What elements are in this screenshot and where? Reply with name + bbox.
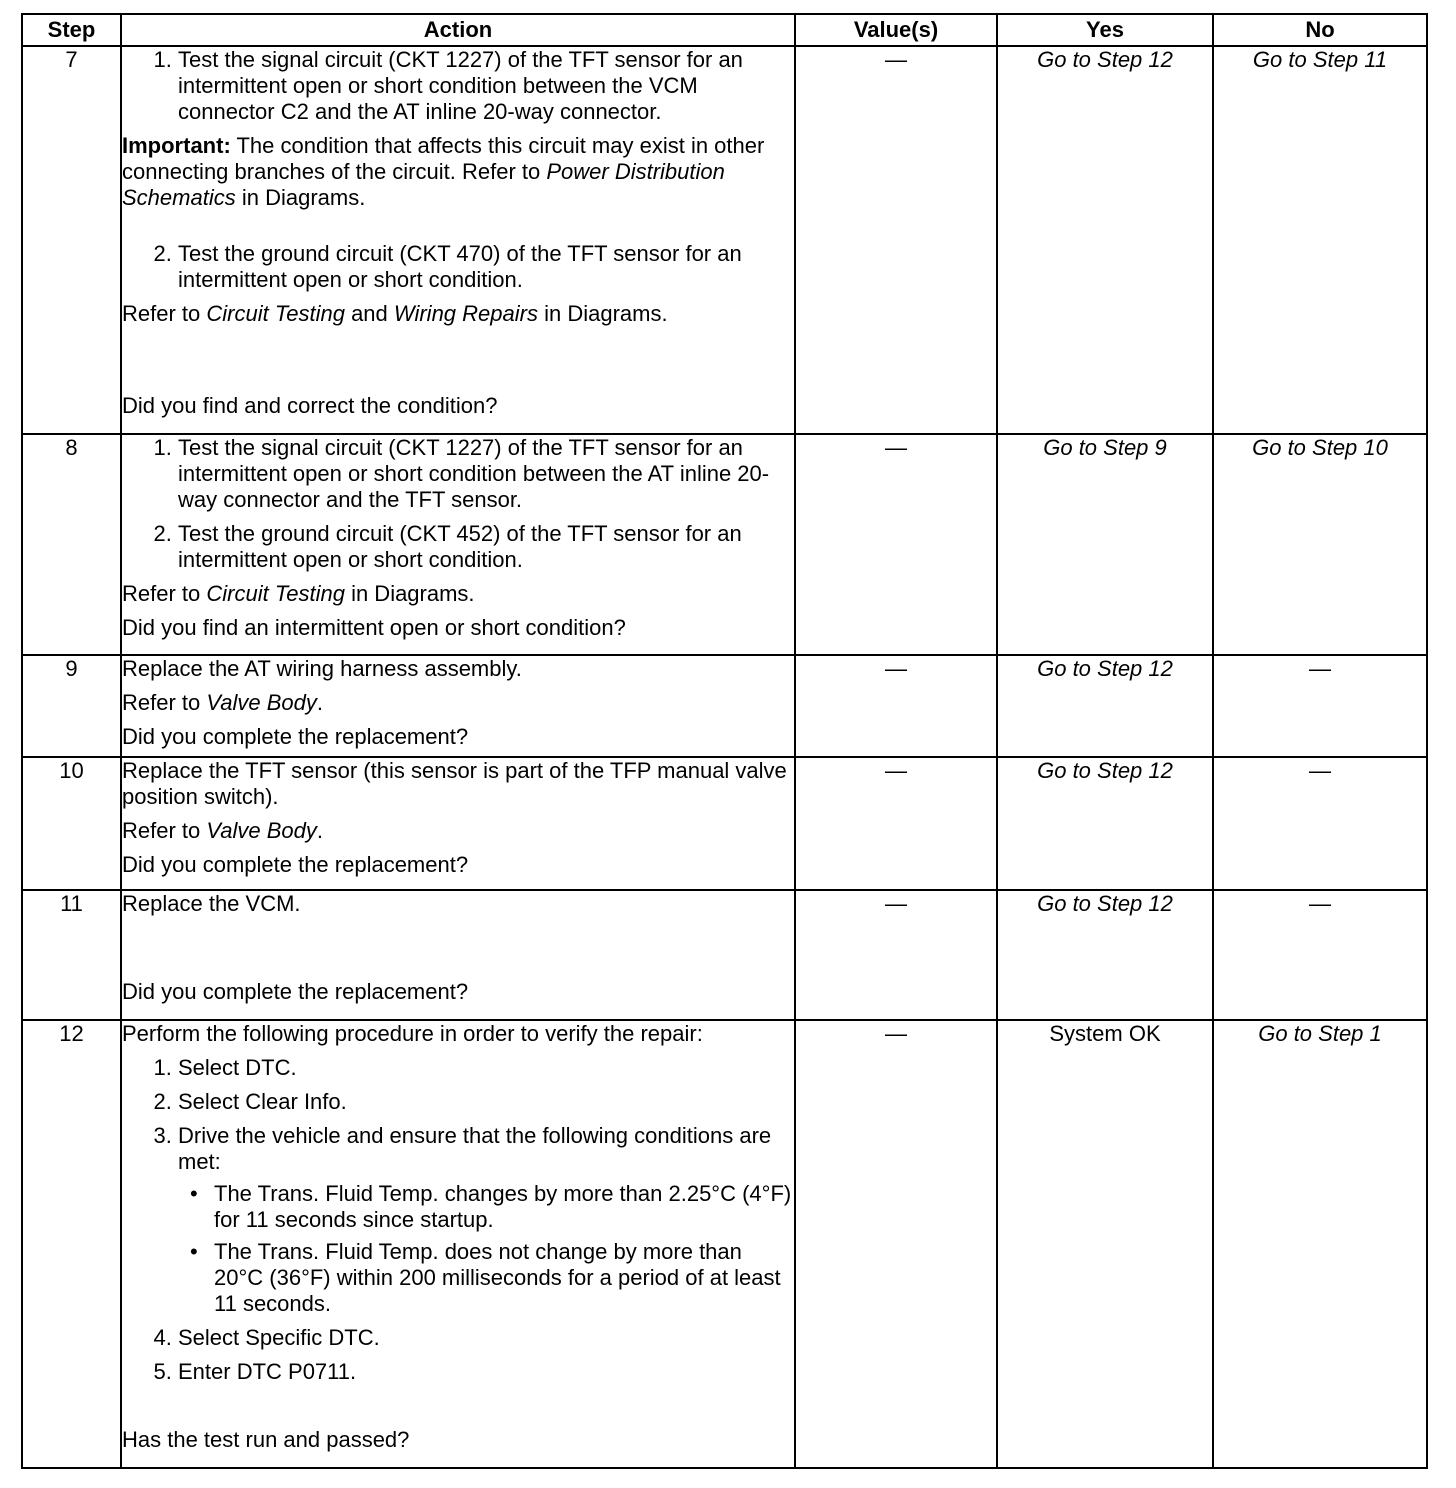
reference-in: in Diagrams. bbox=[537, 301, 668, 326]
action-steps bbox=[122, 47, 794, 125]
table-row-step-8 bbox=[22, 434, 1427, 655]
yes-cell: Go to Step 12 bbox=[997, 655, 1213, 757]
action-cell bbox=[121, 46, 795, 434]
reference-suffix: . bbox=[316, 690, 323, 715]
yes-cell: Go to Step 9 bbox=[997, 434, 1213, 655]
reference-suffix: . bbox=[316, 818, 323, 843]
diagnostic-table bbox=[21, 13, 1428, 1469]
action-step-text: Drive the vehicle and ensure that the following conditions are met: bbox=[178, 1123, 772, 1174]
important-in: in Diagrams. bbox=[235, 185, 366, 210]
action-steps bbox=[122, 1055, 794, 1385]
reference-link: Valve Body bbox=[206, 690, 317, 715]
reference-prefix: Refer to bbox=[122, 818, 207, 843]
header-values: Value(s) bbox=[795, 14, 997, 46]
header-no: No bbox=[1213, 14, 1427, 46]
action-cell bbox=[121, 655, 795, 757]
important-note bbox=[122, 133, 794, 211]
reference-prefix: Refer to bbox=[122, 690, 207, 715]
value-cell: — bbox=[795, 434, 997, 655]
table-row-step-11 bbox=[22, 890, 1427, 1020]
action-step-item: 1. Test the signal circuit (CKT 1227) of the TFT sensor for an intermittent open or short condition between the AT inline 20-way connector and the TFT sensor. bbox=[178, 435, 794, 513]
reference-note bbox=[122, 690, 794, 716]
question-text: Did you find and correct the condition? bbox=[122, 393, 498, 418]
important-text: The condition that affects this circuit may exist in other connecting branches of the circuit. Refer to bbox=[122, 133, 765, 184]
reference-link: Circuit Testing bbox=[206, 581, 345, 606]
action-step-item: 1. Select DTC. bbox=[178, 1055, 794, 1081]
question-text: Did you complete the replacement? bbox=[122, 979, 469, 1004]
action-text: Replace the AT wiring harness assembly. bbox=[122, 656, 522, 681]
step-number: 7 bbox=[22, 46, 121, 434]
no-cell: Go to Step 1 bbox=[1213, 1020, 1427, 1468]
value-cell: — bbox=[795, 890, 997, 1020]
no-cell: — bbox=[1213, 890, 1427, 1020]
value-cell: — bbox=[795, 46, 997, 434]
value-cell: — bbox=[795, 1020, 997, 1468]
table-row-step-7 bbox=[22, 46, 1427, 434]
reference-link: Wiring Repairs bbox=[393, 301, 538, 326]
reference-note bbox=[122, 581, 794, 607]
reference-note bbox=[122, 301, 794, 327]
reference-prefix: Refer to bbox=[122, 581, 207, 606]
action-step-item: 1. Test the signal circuit (CKT 1227) of the TFT sensor for an intermittent open or short condition between the VCM connector C2 and the AT inline 20-way connector. bbox=[178, 47, 794, 125]
no-cell: — bbox=[1213, 655, 1427, 757]
yes-cell: Go to Step 12 bbox=[997, 757, 1213, 890]
action-cell bbox=[121, 757, 795, 890]
condition-list bbox=[178, 1181, 794, 1317]
reference-link: Circuit Testing bbox=[206, 301, 345, 326]
condition-item: • The Trans. Fluid Temp. changes by more than 2.25°C (4°F) for 11 seconds since startup. bbox=[214, 1181, 794, 1233]
reference-link: Valve Body bbox=[206, 818, 317, 843]
action-text: Replace the TFT sensor (this sensor is part of the TFP manual valve position switch). bbox=[122, 758, 787, 809]
question-text: Did you complete the replacement? bbox=[122, 724, 469, 749]
reference-note bbox=[122, 818, 794, 844]
header-row bbox=[22, 14, 1427, 46]
header-step: Step bbox=[22, 14, 121, 46]
action-cell bbox=[121, 434, 795, 655]
important-label: Important: bbox=[122, 133, 231, 158]
action-cell bbox=[121, 1020, 795, 1468]
table-row-step-9 bbox=[22, 655, 1427, 757]
table-row-step-10 bbox=[22, 757, 1427, 890]
header-yes: Yes bbox=[997, 14, 1213, 46]
question-text: Did you complete the replacement? bbox=[122, 852, 469, 877]
step-number: 8 bbox=[22, 434, 121, 655]
action-step-item: 4. Select Specific DTC. bbox=[178, 1325, 794, 1351]
action-text: Replace the VCM. bbox=[122, 891, 301, 916]
value-cell: — bbox=[795, 655, 997, 757]
action-step-item: 2. Test the ground circuit (CKT 452) of the TFT sensor for an intermittent open or short condition. bbox=[178, 521, 794, 573]
yes-cell: Go to Step 12 bbox=[997, 46, 1213, 434]
action-step-item bbox=[178, 1123, 794, 1317]
question-text: Has the test run and passed? bbox=[122, 1427, 410, 1452]
header-action: Action bbox=[121, 14, 795, 46]
value-cell: — bbox=[795, 757, 997, 890]
condition-item: • The Trans. Fluid Temp. does not change by more than 20°C (36°F) within 200 milliseconds for a period of at least 11 seconds. bbox=[214, 1239, 794, 1317]
no-cell: Go to Step 10 bbox=[1213, 434, 1427, 655]
question-text: Did you find an intermittent open or short condition? bbox=[122, 615, 626, 640]
table-row-step-12 bbox=[22, 1020, 1427, 1468]
reference-link: Power Distribution Schematics bbox=[122, 159, 725, 210]
step-number: 10 bbox=[22, 757, 121, 890]
action-steps bbox=[122, 241, 794, 293]
action-step-item: 2. Select Clear Info. bbox=[178, 1089, 794, 1115]
step-number: 9 bbox=[22, 655, 121, 757]
no-cell: — bbox=[1213, 757, 1427, 890]
action-steps bbox=[122, 435, 794, 573]
action-intro: Perform the following procedure in order to verify the repair: bbox=[122, 1021, 703, 1046]
reference-prefix: Refer to bbox=[122, 301, 207, 326]
action-step-item: 5. Enter DTC P0711. bbox=[178, 1359, 794, 1385]
reference-and: and bbox=[344, 301, 394, 326]
action-step-item: 2. Test the ground circuit (CKT 470) of the TFT sensor for an intermittent open or short condition. bbox=[178, 241, 794, 293]
no-cell: Go to Step 11 bbox=[1213, 46, 1427, 434]
step-number: 12 bbox=[22, 1020, 121, 1468]
yes-cell: System OK bbox=[997, 1020, 1213, 1468]
step-number: 11 bbox=[22, 890, 121, 1020]
reference-in: in Diagrams. bbox=[344, 581, 475, 606]
yes-cell: Go to Step 12 bbox=[997, 890, 1213, 1020]
action-cell bbox=[121, 890, 795, 1020]
